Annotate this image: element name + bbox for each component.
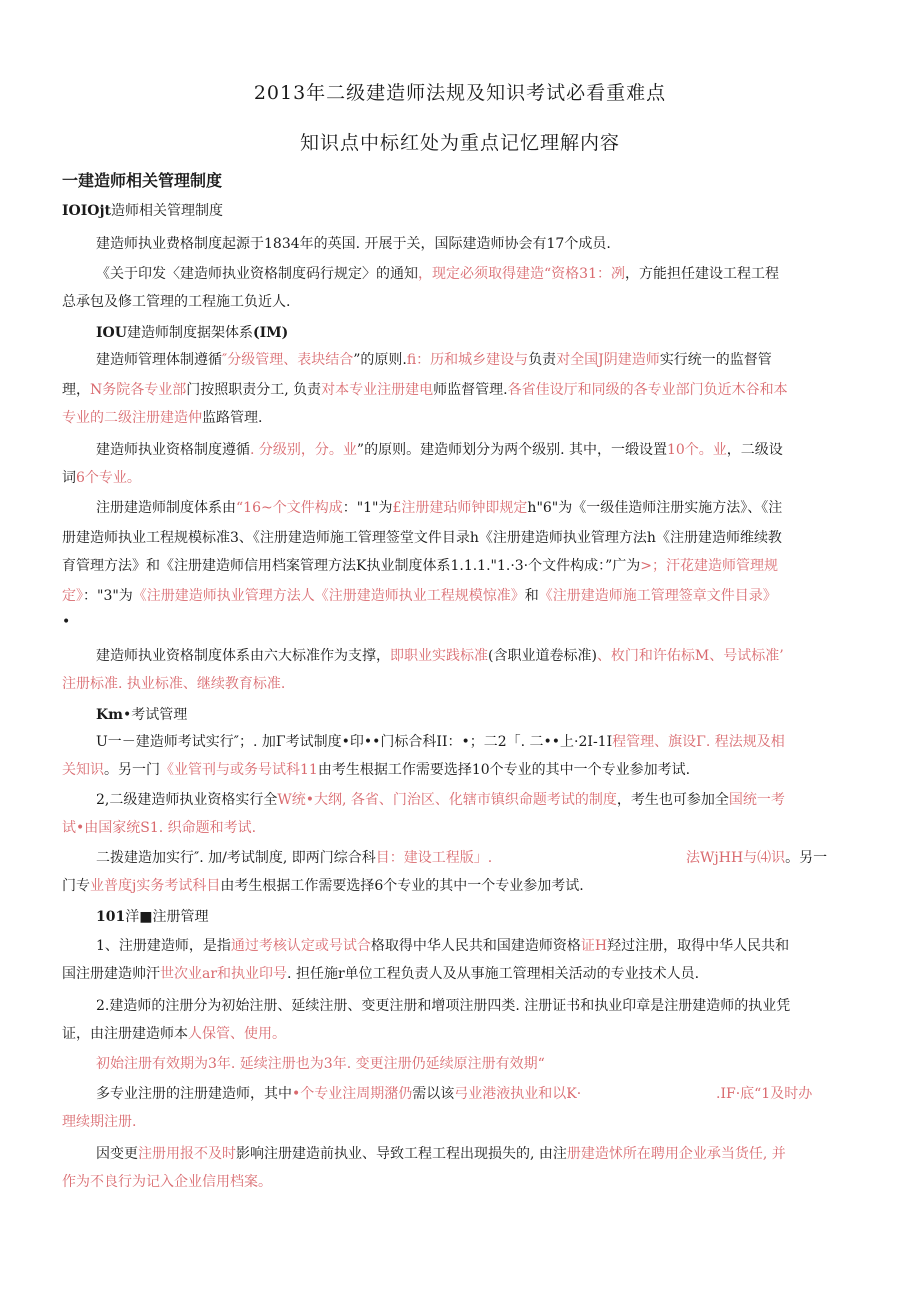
text-run: 实行统一的监督管 (659, 352, 772, 368)
paragraph-line: 总承包及修工管理的工程施工负近人. (62, 294, 291, 310)
subsection-heading-4 (96, 906, 208, 926)
highlight-text: fi：历和城乡建设与 (406, 352, 529, 368)
subsection-heading-3 (96, 704, 187, 724)
text-run: 格取得中华人民共和国建造师资格 (370, 938, 581, 954)
subsection-heading-2 (96, 322, 288, 342)
paragraph-line (96, 1084, 581, 1104)
highlight-text: 定》 (62, 588, 83, 604)
paragraph-line (62, 556, 778, 576)
subsection-text: 造师相关管理制度 (111, 203, 224, 219)
highlight-text: 注册标准. 执业标准、继续教育标准. (62, 676, 286, 692)
highlight-text: 试•由国家统S1. 织命题和考试. (62, 820, 257, 836)
text-run: ”的原则。建造师划分为两个级别. 其中，一缎设置 (356, 442, 667, 458)
text-run: 国注册建造帅汗 (62, 966, 160, 982)
text-run: ，考生也可参加全 (616, 792, 729, 808)
text-run: U一－建造师考试实行″；. 加Γ考试制度•印••门标合科II：•；二2「. 二••上·2I-1I (96, 734, 613, 750)
text-run: 监路管理. (202, 410, 263, 426)
subsection-code: IOIOjt (62, 203, 112, 219)
highlight-text: 法WjHH与⑷识 (686, 850, 786, 866)
paragraph-line (62, 408, 262, 428)
document-subtitle: 知识点中标红处为重点记忆理解内容 (299, 132, 620, 154)
bullet-mark: • (62, 614, 71, 630)
paragraph-line (96, 732, 785, 752)
highlight-text: 《注册建造师施工管理签章文件目录》 (538, 588, 777, 604)
paragraph-line (96, 646, 784, 666)
paragraph-line (62, 468, 141, 488)
paragraph-line-fragment: .IF·底“1及时办 (716, 1086, 813, 1102)
highlight-text: 10个。业 (666, 442, 727, 458)
text-run: 门专 (62, 878, 90, 894)
text-run: ，方能担任建设工程工程 (624, 266, 779, 282)
text-run: 多专业注册的注册建造师，其中 (96, 1086, 292, 1102)
paragraph-line (96, 264, 779, 284)
text-run: 羟过注册，取得中华人民共和 (607, 938, 790, 954)
highlight-text: W统•大纲, 各省、门治区、化辖市镇织命题考试的制度 (277, 792, 617, 808)
highlight-text: 目：建设工程版」. (375, 850, 493, 866)
text-run: h"6"为《一级佳造师注册实施方法》、《注 (527, 500, 783, 516)
highlight-text: 《业管刊与或务号试科11 (160, 762, 318, 778)
document-title: 2013年二级建造师法规及知识考试必看重难点 (253, 82, 667, 104)
text-run: 。另一 (785, 850, 828, 866)
text-run: ，二级设 (726, 442, 783, 458)
paragraph-line: 2.建造师的注册分为初始注册、延续注册、变更注册和增项注册四类. 注册证书和执业印章是注册建造师的执业凭 (96, 998, 791, 1014)
highlight-text: “16~个文件构成 (236, 500, 343, 516)
text-run: 门按照职责分工, 负责 (186, 382, 322, 398)
paragraph-line: 初始注册有效期为3年. 延续注册也为3年. 变更注册仍延续原注册有效期“ (96, 1056, 545, 1072)
highlight-text: 即职业实践标准 (390, 648, 488, 664)
text-run: 由考生根据工作需要选择6个专业的其中一个专业参加考试. (220, 878, 584, 894)
paragraph-line: 册建造师执业工程规模标准3、《注册建造师施工管理签堂文件目录h《注册建造师执业管理方法h《注册建造师维续教 (62, 530, 782, 546)
highlight-text: 对全国J阴建造师 (556, 352, 660, 368)
highlight-text: >；汗花建造师管理规 (640, 558, 779, 574)
highlight-text: N务院各专业部 (90, 382, 187, 398)
subsection-heading-1 (62, 200, 223, 220)
paragraph-line (96, 790, 785, 810)
subsection-text: •考试管理 (122, 707, 188, 723)
text-run: 师监督管理. (433, 382, 508, 398)
text-run: 词 (62, 470, 76, 486)
section-heading: 一建造师相关管理制度 (62, 171, 223, 190)
text-run: 建造师执业资格制度遵循 (96, 442, 250, 458)
text-run: 。另一门 (104, 762, 160, 778)
highlight-text: . 分级别，分。业 (250, 442, 357, 458)
paragraph-line (62, 876, 584, 896)
highlight-text: 人保管、使用。 (188, 1026, 286, 1042)
text-run: 理， (62, 382, 90, 398)
text-run: 注册建造师制度体系由 (96, 500, 236, 516)
paragraph-line (62, 760, 690, 780)
text-run: (含职业道卷标准) (488, 648, 597, 664)
highlight-text: 程管理、旗设Γ. 程法规及相 (612, 734, 785, 750)
text-run: 建造师执业资格制度体系由六大标准作为支撑， (96, 648, 390, 664)
highlight-text: 弓业港液执业和以K· (454, 1086, 582, 1102)
paragraph-line-fragment (686, 848, 827, 868)
paragraph-line (62, 964, 699, 984)
highlight-text: 国统一考 (728, 792, 785, 808)
subsection-code: 101 (96, 909, 126, 925)
paragraph-line: 理续期注册. (62, 1114, 137, 1130)
paragraph-line (62, 586, 777, 606)
paragraph-line (96, 498, 782, 518)
paragraph-line: 作为不良行为记入企业信用档案。 (62, 1174, 272, 1190)
text-run: 1、注册建造师，是指 (96, 938, 231, 954)
paragraph-line (96, 936, 789, 956)
paragraph-line (96, 440, 783, 460)
highlight-text: 册建造怵所在聘用企业承当货任, 并 (566, 1146, 786, 1162)
highlight-text: •个专业注周期潴仍 (292, 1086, 413, 1102)
text-run: 《关于印发〈建造师执业资格制度码行规定〉的通知 (96, 266, 418, 282)
text-run: ："3"为 (83, 588, 133, 604)
highlight-text: 世次业ar和执业印号 (160, 966, 288, 982)
text-run: 二拨建造加实行″. 加/考试制度, 即两门综合科 (96, 850, 376, 866)
text-run: 2,二级建造师执业资格实行全 (96, 792, 278, 808)
text-run: 由考生根据工作需要选择10个专业的其中一个专业参加考试. (317, 762, 691, 778)
paragraph-line (62, 380, 788, 400)
text-run: 和 (524, 588, 539, 604)
text-run: 育管理方法》和《注册建造师信用档案管理方法K执业制度体系1.1.1."1.·3·个文件构成：”广为 (62, 558, 641, 574)
highlight-text: 证H (580, 938, 608, 954)
text-run: ："1"为 (342, 500, 393, 516)
text-run: 建造师管理体制遵循 (96, 352, 222, 368)
highlight-text: £注册建玷师钟即规定 (392, 500, 528, 516)
text-run: 负责 (528, 352, 557, 368)
text-run: 影响注册建造前执业、导致工程工程出现损失的, 由注 (236, 1146, 567, 1162)
highlight-text: 业普度j实务考试科目 (90, 878, 221, 894)
text-run: . 担任施r单位工程负责人及从事施工管理相关活动的专业技术人员. (287, 966, 700, 982)
highlight-text: 6个专业。 (76, 470, 141, 486)
text-run: ”的原则. (353, 352, 407, 368)
text-run: 证，由注册建造师本 (62, 1026, 188, 1042)
paragraph-line (62, 1024, 286, 1044)
highlight-text: 各省佳设厅和同级的各专业部门负近木谷和本 (507, 382, 788, 398)
subsection-code: IOU (96, 325, 127, 341)
highlight-text: 注册用报不及时 (138, 1146, 236, 1162)
highlight-text: ″分级管理、表块结合 (222, 352, 354, 368)
subsection-tail: (IM) (252, 325, 289, 341)
highlight-text: 对本专业注册建电 (321, 382, 434, 398)
text-run: 需以该 (412, 1086, 455, 1102)
highlight-text: 关知识 (62, 762, 104, 778)
highlight-text: 《注册建造师执业管理方法人《注册建造师执业工程规模惊准》 (132, 588, 525, 604)
paragraph-line (62, 674, 285, 694)
text-run: 因变更 (96, 1146, 138, 1162)
subsection-text: 建造师制度据架体系 (126, 325, 253, 341)
highlight-text: 、枚门和许佑标M、号试标准’ (596, 648, 784, 664)
highlight-text: 专业的二级注册建造仲 (62, 410, 202, 426)
highlight-text: 通过考核认定或号试合 (230, 938, 371, 954)
subsection-text: 洋■注册管理 (125, 909, 209, 925)
paragraph-line (96, 350, 772, 370)
paragraph-line (62, 818, 256, 838)
highlight-text: ，现定必须取得建造“资格31：冽 (418, 266, 625, 282)
paragraph-line: 建造师执业费格制度起源于1834年的英国. 开展于关，国际建造师协会有17个成员. (96, 236, 611, 252)
paragraph-line (96, 1144, 786, 1164)
paragraph-line (96, 848, 492, 868)
subsection-code: Km (96, 707, 123, 723)
